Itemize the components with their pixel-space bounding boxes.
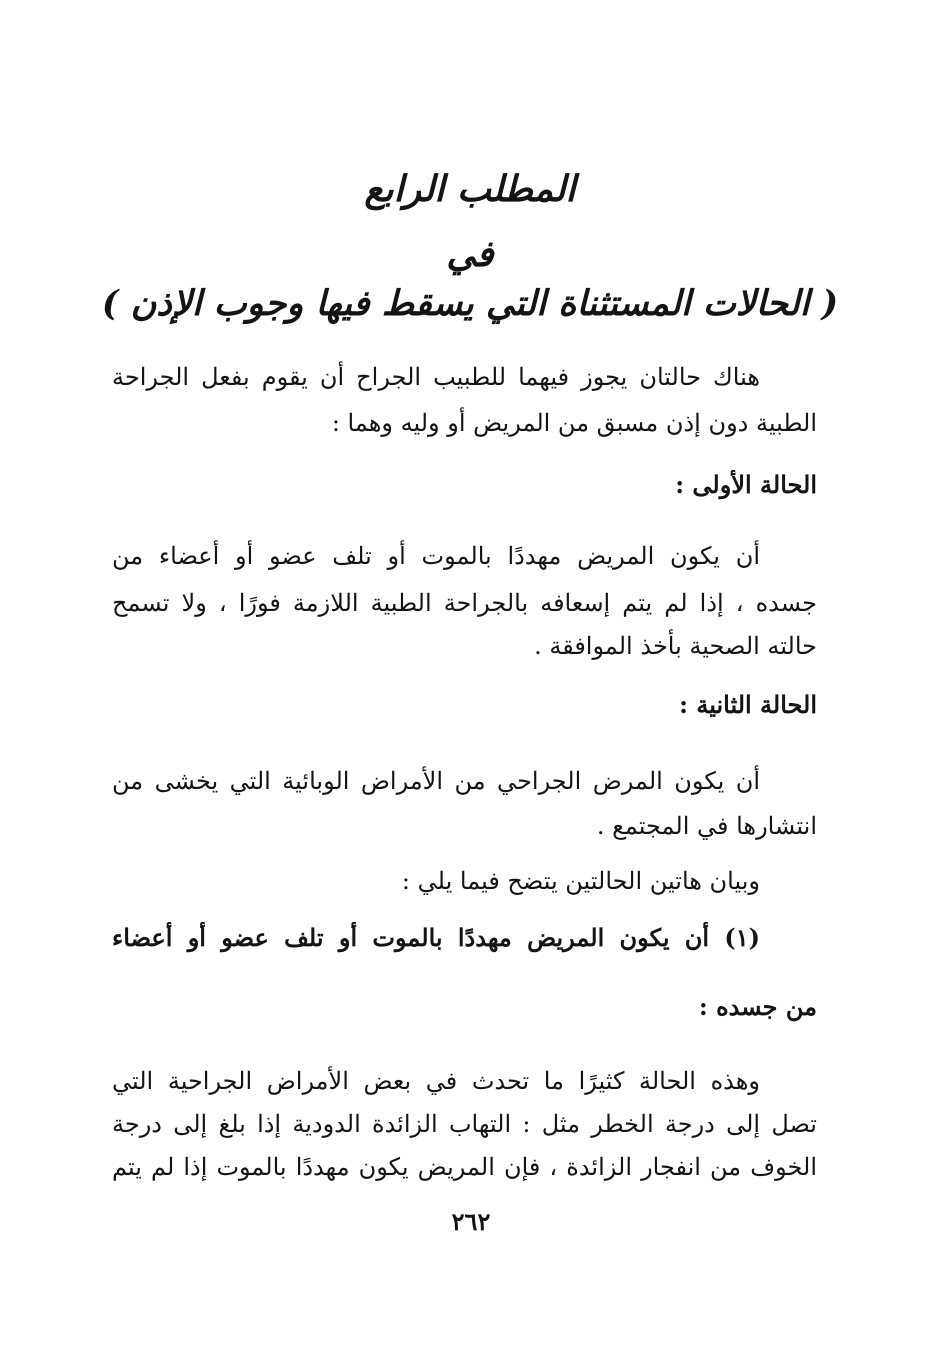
- case-1-heading: الحالة الأولى :: [675, 470, 817, 499]
- page-number: ٢٦٢: [451, 1207, 491, 1236]
- intro-line-1: هناك حالتان يجوز فيهما للطبيب الجراح أن يقوم بفعل الجراحة: [112, 363, 760, 391]
- case-1-line-2: جسده ، إذا لم يتم إسعافه بالجراحة الطبية اللازمة فورًا ، ولا تسمح: [112, 589, 817, 617]
- explanation-line: وبيان هاتين الحالتين يتضح فيما يلي :: [401, 867, 760, 895]
- section-1-heading-line-1: (١) أن يكون المريض مهددًا بالموت أو تلف عضو أو أعضاء: [112, 923, 760, 952]
- intro-line-2: الطبية دون إذن مسبق من المريض أو وليه وهما :: [331, 409, 817, 437]
- section-1-heading-line-2: من جسده :: [698, 992, 817, 1021]
- section-title-connector: في: [446, 233, 494, 275]
- section-1-line-3: الخوف من انفجار الزائدة ، فإن المريض يكون مهددًا بالموت إذا لم يتم: [112, 1153, 817, 1181]
- case-2-heading: الحالة الثانية :: [679, 690, 817, 719]
- section-subtitle: ( الحالات المستثناة التي يسقط فيها وجوب الإذن ): [101, 283, 839, 324]
- case-1-line-3: حالته الصحية بأخذ الموافقة .: [534, 632, 817, 660]
- section-1-line-2: تصل إلى درجة الخطر مثل : التهاب الزائدة الدودية إذا بلغ إلى درجة: [112, 1110, 817, 1138]
- case-2-line-2: انتشارها في المجتمع .: [596, 812, 817, 840]
- case-2-line-1: أن يكون المرض الجراحي من الأمراض الوبائية التي يخشى من: [112, 767, 760, 795]
- section-1-line-1: وهذه الحالة كثيرًا ما تحدث في بعض الأمراض الجراحية التي: [112, 1067, 760, 1095]
- case-1-line-1: أن يكون المريض مهددًا بالموت أو تلف عضو أو أعضاء من: [112, 542, 760, 570]
- section-title: المطلب الرابع: [364, 168, 576, 210]
